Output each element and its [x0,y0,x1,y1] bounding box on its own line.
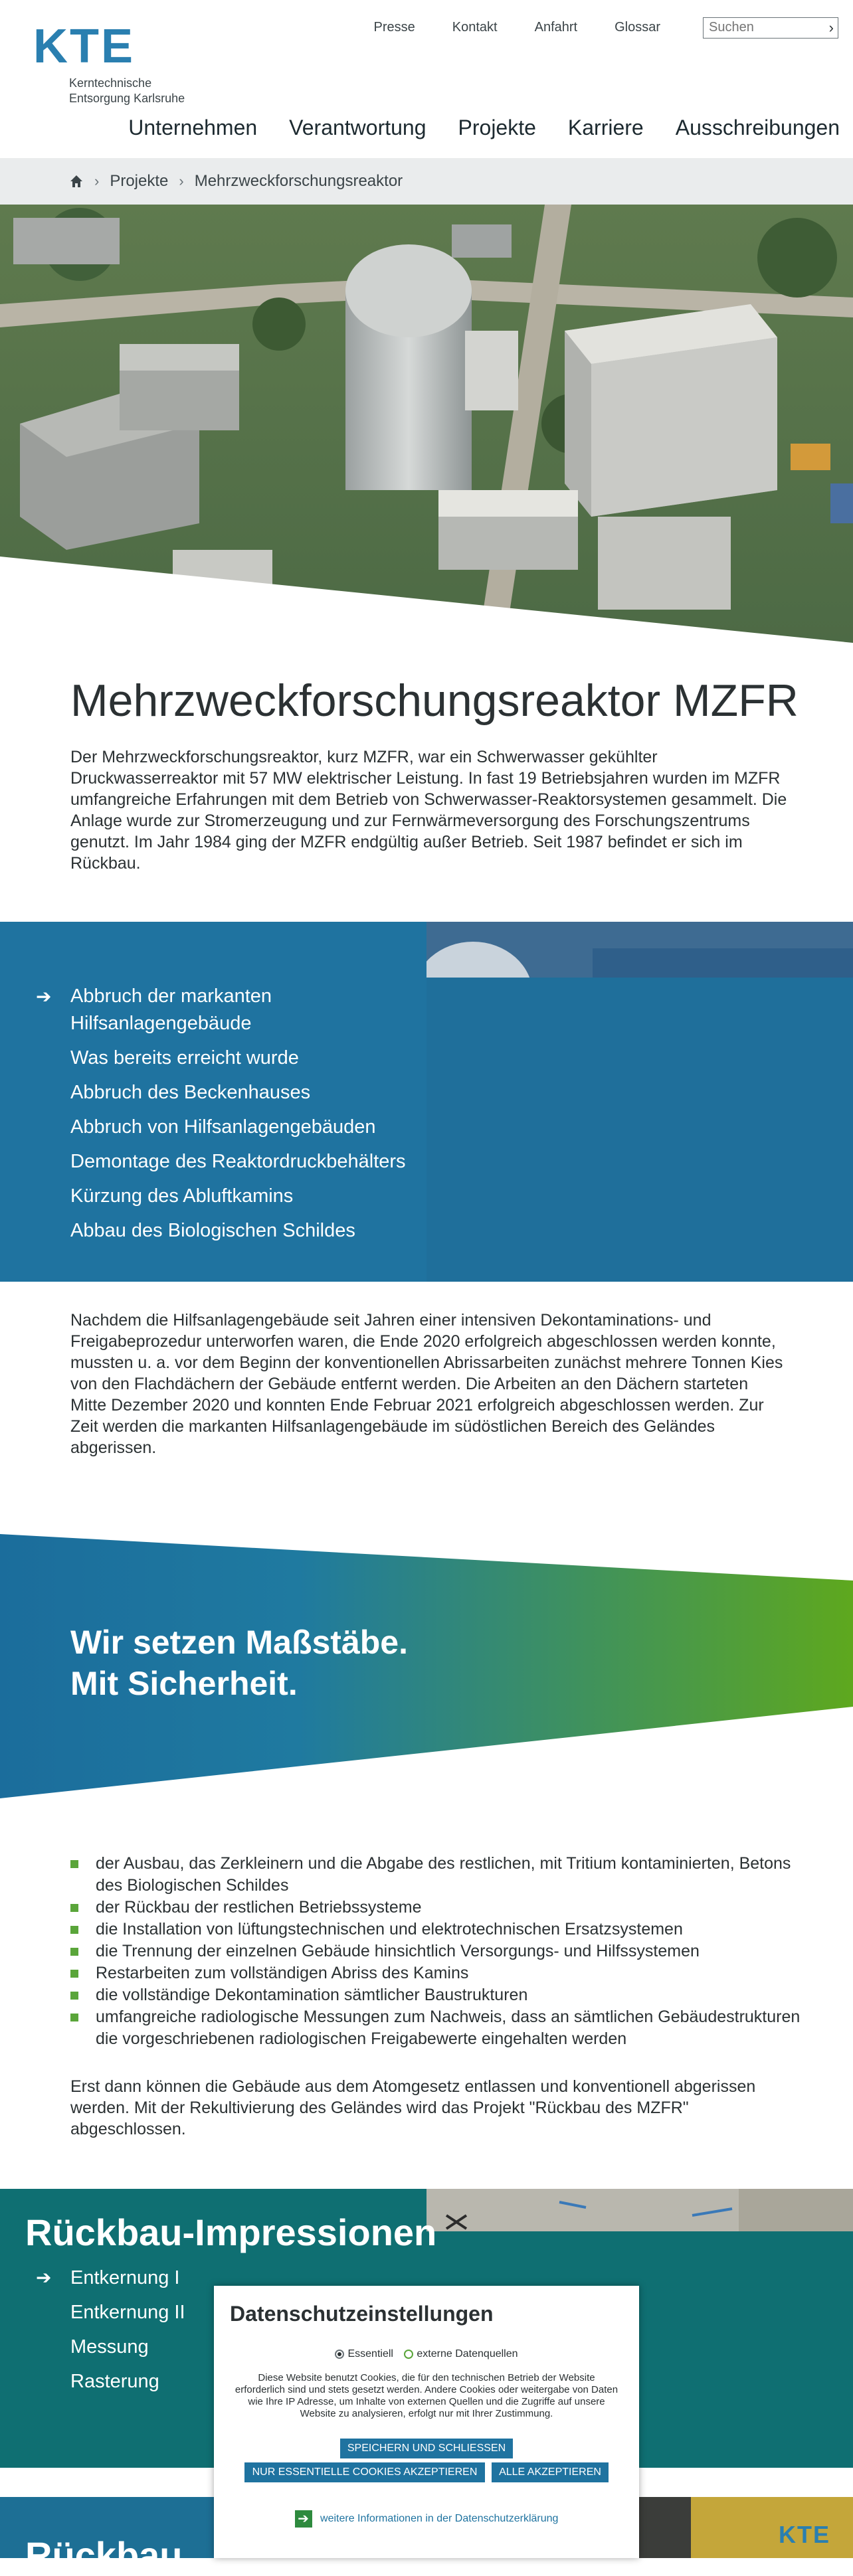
meta-nav-glossar[interactable]: Glossar [615,20,660,35]
breadcrumb-projekte[interactable]: Projekte [110,172,169,190]
list-item [70,1940,801,1962]
slogan-line-1: Wir setzen Maßstäbe. [70,1624,409,1661]
cookie-option-essential[interactable] [335,2348,393,2360]
main-nav [128,116,840,140]
cookie-essential-only-button[interactable]: NUR ESSENTIELLE COOKIES AKZEPTIEREN [244,2462,485,2482]
chevron-right-icon: › [94,173,100,189]
logo-mark: KTE [33,20,135,73]
list-item [70,1897,801,1919]
main-nav-projekte[interactable]: Projekte [458,116,536,139]
tab-label: Abbruch der markanten Hilfsanlagengebäude [70,986,272,1034]
meta-nav [374,20,660,35]
bullet-square-icon [70,2014,78,2021]
wall-photo-illustration [427,2189,853,2231]
list-item-text: Restarbeiten zum vollständigen Abriss des Kamins [96,1964,469,1982]
impressions-image-strip [427,2189,853,2231]
tab-label: Was bereits erreicht wurde [70,1047,299,1069]
hero-image [0,205,853,643]
cookie-option-label: externe Datenquellen [417,2348,518,2360]
intro-text: Der Mehrzweckforschungsreaktor, kurz MZFR, war ein Schwerwasser gekühlter Druckwasserreaktor mit 57 MW elektrischer Leistung. In fast 19 Betriebsjahren wurden im MZFR umfangreiche Erfahrungen mit dem Betrieb von Schwerwasser-Reaktorsystemen gesammelt. Die Anlage wurde zur Stromerzeugung und zur Fernwärmeversorgung des Forschungszentrums genutzt. Im Jahr 1984 ging der MZFR endgültig außer Betrieb. Seit 1987 befindet er sich im Rückbau. [70,748,787,873]
breadcrumb [0,158,853,205]
list-item-text: die Installation von lüftungstechnischen und elektrotechnischen Ersatzsystemen [96,1920,683,1938]
meta-nav-anfahrt[interactable]: Anfahrt [534,20,578,35]
bullet-square-icon [70,1926,78,1934]
tab-abbruch-hilfsanlagengebaeude[interactable] [70,1114,416,1141]
search-box [703,17,838,39]
search-input[interactable] [704,18,816,37]
main-nav-verantwortung[interactable]: Verantwortung [289,116,427,139]
arrow-right-icon: ➔ [295,2510,312,2528]
cookie-option-external[interactable] [404,2348,518,2360]
tab-image-strip [427,922,853,978]
tab-label: Kürzung des Abluftkamins [70,1185,294,1207]
site-logo[interactable] [33,20,135,73]
slogan-text [70,1622,408,1704]
breadcrumb-current: Mehrzweckforschungsreaktor [194,172,403,190]
impressions-item-label: Entkernung II [70,2302,185,2323]
bullet-square-icon [70,1860,78,1868]
tab-kuerzung-abluftkamin[interactable] [70,1183,416,1210]
list-item [70,1853,801,1897]
tab-abbruch-markante-hilfsanlagengebaeude[interactable] [36,983,416,1037]
bottom-section-title: Rückbau [25,2534,183,2576]
tab-content-text: Nachdem die Hilfsanlagengebäude seit Jahren einer intensiven Dekontaminations- und Freigabeprozedur unterworfen waren, die Ende 2020 erfolgreich abgeschlossen werden konnte, mussten u. a. vor dem Beginn der konventionellen Abrissarbeiten zunächst mehrere Tonnen Kies von den Flachdächern der Gebäude entfernt werden. Die Arbeiten an den Dächern starteten Mitte Dezember 2020 und konnten Ende Februar 2021 erfolgreich abgeschlossen werden. Zur Zeit werden die markanten Hilfsanlagengebäude im südöstlichen Bereich des Geländes abgerissen. [70,1311,783,1457]
list-item [70,1919,801,1940]
main-nav-karriere[interactable]: Karriere [567,116,644,139]
cookie-dialog-title: Datenschutzeinstellungen [230,2302,494,2326]
impressions-item-label: Entkernung I [70,2267,180,2288]
cookie-save-button[interactable]: SPEICHERN UND SCHLIESSEN [340,2439,513,2458]
logo-subline-1: Kerntechnische [69,76,152,90]
cookie-accept-all-button[interactable]: ALLE AKZEPTIEREN [492,2462,609,2482]
impressions-title: Rückbau-Impressionen [25,2211,437,2253]
list-item-text: der Rückbau der restlichen Betriebssysteme [96,1898,422,1917]
slogan-line-2: Mit Sicherheit. [70,1665,298,1702]
tab-abbau-biologischer-schild[interactable] [70,1217,416,1245]
tab-label: Abbau des Biologischen Schildes [70,1220,355,1241]
list-item-text: umfangreiche radiologische Messungen zum Nachweis, dass an sämtlichen Gebäudestrukturen die vorgeschriebenen radiologischen Freigabewerte eingehalten werden [96,2008,801,2048]
cookie-consent-dialog [214,2286,639,2558]
radio-checked-icon[interactable] [335,2350,344,2359]
list-item [70,1962,801,1984]
page-title: Mehrzweckforschungsreaktor MZFR [70,675,799,726]
list-item-text: der Ausbau, das Zerkleinern und die Abgabe des restlichen, mit Tritium kontaminierten, Betons des Biologischen Schildes [96,1854,791,1895]
tab-label: Abbruch von Hilfsanlagengebäuden [70,1116,376,1138]
logo-subline-2: Entsorgung Karlsruhe [69,92,185,105]
chevron-right-icon[interactable]: › [828,19,834,36]
impressions-item-label: Rasterung [70,2371,159,2392]
bullet-square-icon [70,1992,78,2000]
privacy-policy-link[interactable] [214,2510,639,2528]
logo-subline [69,76,185,106]
remaining-work-list [70,1853,801,2050]
list-item-text: die vollständige Dekontamination sämtlicher Baustrukturen [96,1986,528,2004]
home-icon[interactable] [69,174,84,189]
closing-text: Erst dann können die Gebäude aus dem Atomgesetz entlassen und konventionell abgerissen werden. Mit der Rekultivierung des Geländes wird das Projekt "Rückbau des MZFR" abgeschlossen. [70,2077,756,2138]
bullet-square-icon [70,1948,78,1956]
arrow-right-icon: ➔ [36,2267,52,2288]
impressions-item-label: Messung [70,2336,149,2358]
aerial-photo-illustration [0,205,853,643]
dome-photo-illustration [427,922,853,978]
cookie-dialog-text: Diese Website benutzt Cookies, die für den technischen Betrieb der Website erforderlich sind und stets gesetzt werden. Andere Cookies oder weitergabe von Daten wie Ihre IP Adresse, um Inhalte von externen Quellen und die Zugriffe auf unsere Website zu analysieren, erfolgt nur mit Ihrer Zustimmung. [235,2372,618,2419]
tab-demontage-reaktordruckbehaelter[interactable] [70,1148,416,1175]
list-item-text: die Trennung der einzelnen Gebäude hinsichtlich Versorgungs- und Hilfssystemen [96,1942,700,1960]
cookie-options [214,2348,639,2362]
tab-label: Abbruch des Beckenhauses [70,1082,311,1103]
bullet-square-icon [70,1970,78,1978]
meta-nav-kontakt[interactable]: Kontakt [452,20,498,35]
main-nav-unternehmen[interactable]: Unternehmen [128,116,258,139]
cookie-option-label: Essentiell [347,2348,393,2360]
tab-panel-background [427,978,853,1282]
tab-abbruch-beckenhaus[interactable] [70,1079,416,1106]
bullet-square-icon [70,1904,78,1912]
privacy-policy-link-label: weitere Informationen in der Datenschutzerklärung [320,2513,559,2525]
meta-nav-presse[interactable]: Presse [373,20,415,35]
list-item [70,2006,801,2050]
main-nav-ausschreibungen[interactable]: Ausschreibungen [675,116,840,139]
chevron-right-icon: › [179,173,184,189]
list-item [70,1984,801,2006]
arrow-right-icon: ➔ [36,986,52,1007]
bottom-logo: KTE [779,2521,830,2548]
tab-list [36,983,416,1252]
radio-unchecked-icon[interactable] [404,2350,413,2359]
tab-was-bereits-erreicht-wurde[interactable] [70,1045,416,1072]
site-header [0,0,853,158]
tab-label: Demontage des Reaktordruckbehälters [70,1151,406,1172]
